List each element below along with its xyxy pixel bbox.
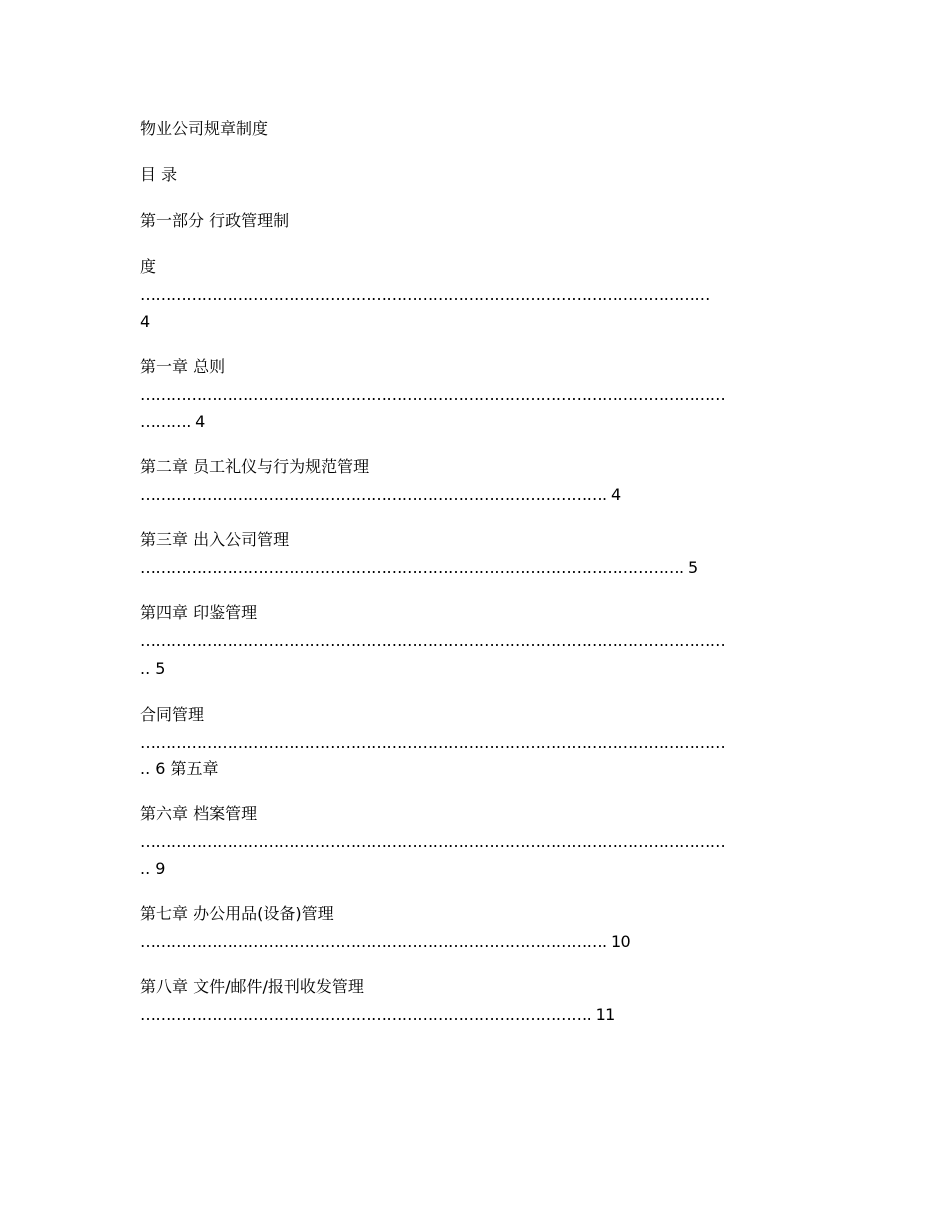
- toc-leader-dots: ……………………………………………………………………………………………………: [140, 733, 726, 752]
- toc-chapter-7: 第七章 办公用品(设备)管理: [140, 904, 334, 923]
- toc-page-number: ………. 4: [140, 412, 205, 431]
- toc-chapter-1: 第一章 总则: [140, 357, 226, 376]
- toc-page-number: .. 9: [140, 859, 166, 878]
- toc-part-title-continued: 度: [140, 257, 157, 276]
- toc-part-title: 第一部分 行政管理制: [140, 211, 290, 230]
- toc-heading: 目 录: [140, 165, 178, 184]
- toc-leader-dots: ……………………………………………………………………………………………………: [140, 832, 726, 851]
- toc-page-number: .. 5: [140, 659, 166, 678]
- toc-leader-with-page: ……………………………………………………………………………………………. 5: [140, 558, 698, 577]
- document-title: 物业公司规章制度: [140, 119, 269, 138]
- toc-chapter-6: 第六章 档案管理: [140, 804, 258, 823]
- toc-leader-with-page: ………………………………………………………………………………. 10: [140, 932, 631, 951]
- toc-leader-with-page: ………………………………………………………………………………. 4: [140, 485, 621, 504]
- toc-chapter-3: 第三章 出入公司管理: [140, 530, 290, 549]
- toc-leader-with-page: ……………………………………………………………………………. 11: [140, 1005, 615, 1024]
- toc-leader-dots: …………………………………………………………………………………………………: [140, 285, 710, 304]
- toc-chapter-4: 第四章 印鉴管理: [140, 603, 258, 622]
- toc-page-number: 4: [140, 312, 151, 331]
- toc-leader-dots: ……………………………………………………………………………………………………: [140, 385, 726, 404]
- toc-page-number-and-chapter-5: .. 6 第五章: [140, 759, 219, 778]
- toc-leader-dots: ……………………………………………………………………………………………………: [140, 631, 726, 650]
- toc-chapter-8: 第八章 文件/邮件/报刊收发管理: [140, 977, 364, 996]
- toc-contract-management: 合同管理: [140, 705, 205, 724]
- toc-chapter-2: 第二章 员工礼仪与行为规范管理: [140, 457, 370, 476]
